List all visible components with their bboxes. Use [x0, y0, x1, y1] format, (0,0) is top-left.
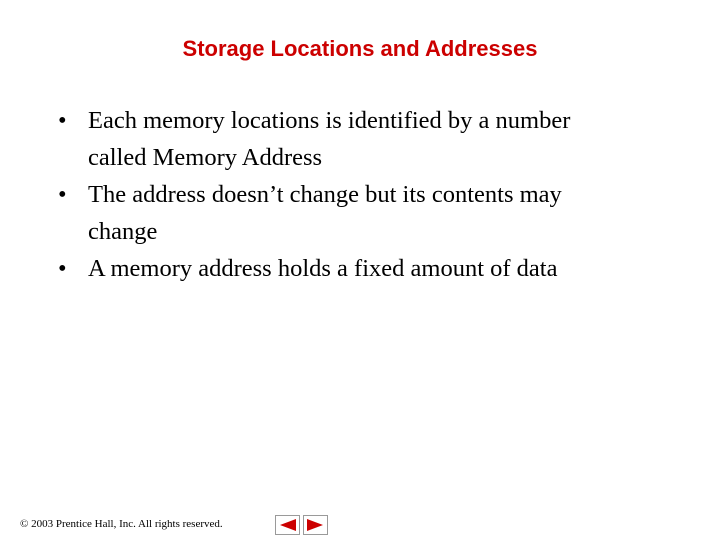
previous-slide-button[interactable]: [275, 515, 300, 535]
left-arrow-icon: [278, 518, 297, 532]
copyright-icon: ©: [20, 518, 29, 530]
bullet-list: [58, 102, 678, 287]
copyright-footer: [20, 517, 223, 531]
bullet-text-line: A memory address holds a fixed amount of data: [88, 255, 558, 282]
bullet-text-line: change: [88, 218, 158, 245]
bullet-item: [58, 250, 678, 287]
slide-title: Storage Locations and Addresses: [182, 36, 538, 61]
bullet-item: [58, 102, 678, 176]
bullet-text-line: Each memory locations is identified by a number: [88, 107, 571, 134]
bullet-dot-icon: •: [58, 255, 67, 282]
bullet-text-line: called Memory Address: [88, 144, 323, 171]
next-slide-button[interactable]: [303, 515, 328, 535]
bullet-dot-icon: •: [58, 107, 67, 134]
bullet-text-line: The address doesn’t change but its contents may: [88, 181, 562, 208]
right-arrow-icon: [306, 518, 325, 532]
bullet-item: [58, 176, 678, 250]
copyright-text: 2003 Prentice Hall, Inc. All rights reserved.: [28, 518, 223, 530]
bullet-dot-icon: •: [58, 181, 67, 208]
slide-navigation: [275, 515, 331, 535]
